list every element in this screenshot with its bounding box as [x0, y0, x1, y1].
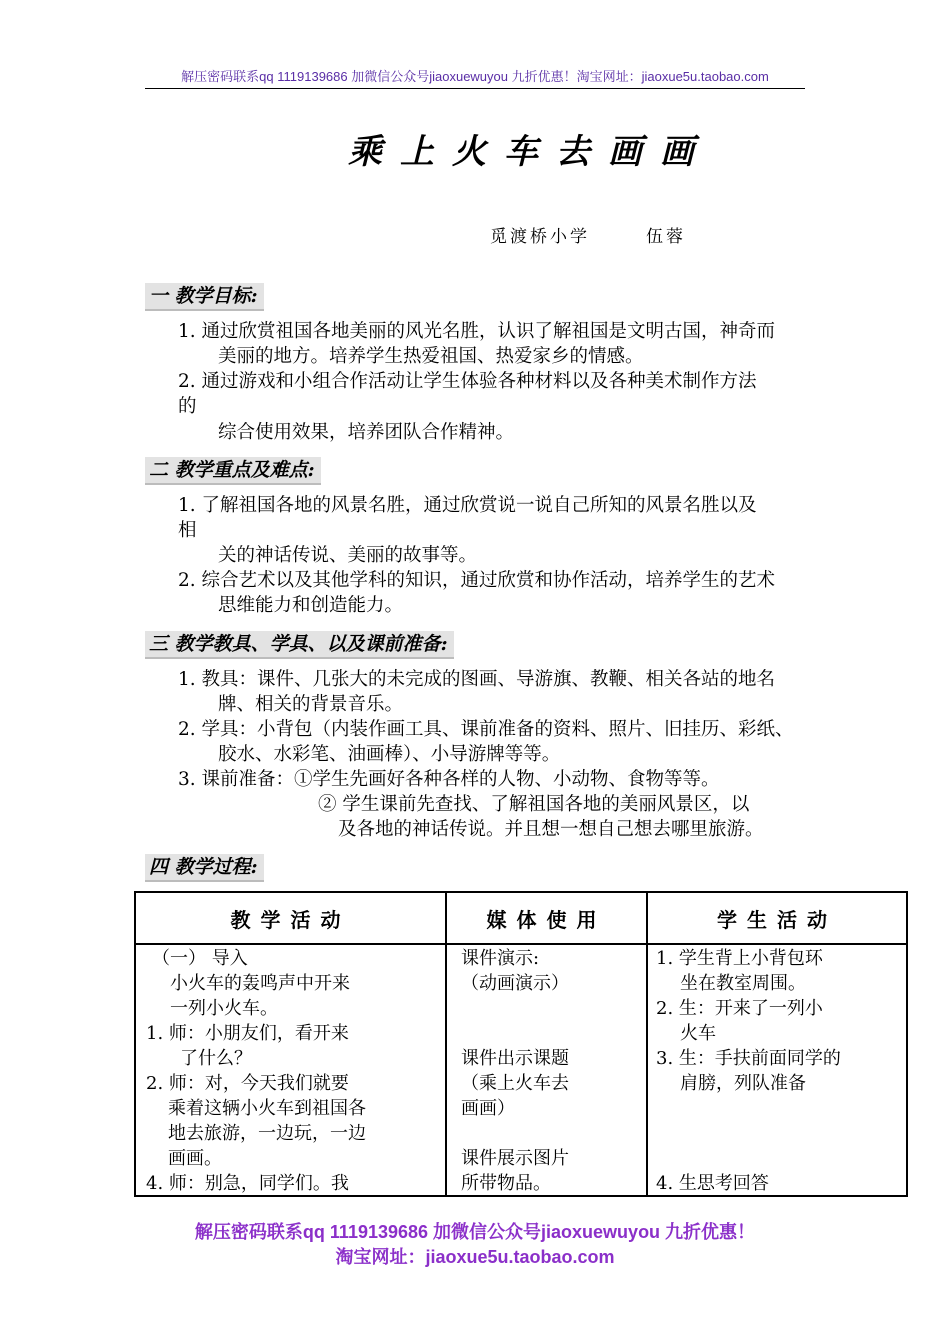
text-line: 胶水、水彩笔、油画棒）、小导游牌等等。 — [218, 744, 561, 765]
text-line: 关的神话传说、美丽的故事等。 — [218, 545, 478, 566]
cell-line: 所带物品。 — [461, 1173, 551, 1194]
cell-line: 课件出示课题 — [461, 1048, 569, 1069]
cell-line: 火车 — [680, 1023, 716, 1044]
text-line: 牌、相关的背景音乐。 — [218, 694, 404, 715]
text-line: 1. 通过欣赏祖国各地美丽的风光名胜，认识了解祖国是文明古国，神奇而 — [178, 321, 776, 342]
media-usage-cell — [446, 944, 647, 1196]
section-heading-process: 四 教学过程: — [145, 854, 264, 882]
watermark-header: 解压密码联系qq 1119139686 加微信公众号jiaoxuewuyou 九折优惠！淘宝网址：jiaoxue5u.taobao.com — [145, 66, 805, 89]
text-line: 1. 教具：课件、几张大的未完成的图画、导游旗、教鞭、相关各站的地名 — [178, 669, 776, 690]
cell-line: （乘上火车去 — [461, 1073, 569, 1094]
cell-line: 4. 生思考回答 — [656, 1173, 769, 1194]
column-header-student: 学生活动 — [647, 892, 907, 944]
cell-line: （动画演示） — [461, 973, 569, 994]
cell-line: 2. 师：对，今天我们就要 — [146, 1073, 349, 1094]
author-line — [490, 222, 686, 247]
text-line: 综合使用效果，培养团队合作精神。 — [218, 422, 515, 443]
column-header-media: 媒体使用 — [446, 892, 647, 944]
cell-line: 了什么？ — [180, 1048, 252, 1069]
text-line: 1. 了解祖国各地的风景名胜，通过欣赏说一说自己所知的风景名胜以及 — [178, 495, 757, 516]
cell-line: 1. 学生背上小背包环 — [656, 948, 823, 969]
text-line: 相 — [178, 520, 197, 541]
cell-line: 画画。 — [168, 1148, 222, 1169]
cell-line: 1. 师：小朋友们，看开来 — [146, 1023, 349, 1044]
student-activity-cell — [647, 944, 907, 1196]
cell-line: 3. 生：手扶前面同学的 — [656, 1048, 841, 1069]
cell-line: 4. 师：别急，同学们。我 — [146, 1173, 349, 1194]
text-line: 3. 课前准备：①学生先画好各种各样的人物、小动物、食物等等。 — [178, 769, 720, 790]
cell-line: 坐在教室周围。 — [680, 973, 806, 994]
text-line: 2. 通过游戏和小组合作活动让学生体验各种材料以及各种美术制作方法 — [178, 371, 757, 392]
cell-line: 地去旅游，一边玩，一边 — [168, 1123, 366, 1144]
section-heading-key-points: 二 教学重点及难点: — [145, 457, 321, 485]
text-line: 2. 综合艺术以及其他学科的知识，通过欣赏和协作活动，培养学生的艺术 — [178, 570, 776, 591]
text-line: 美丽的地方。培养学生热爱祖国、热爱家乡的情感。 — [218, 346, 644, 367]
column-header-teaching: 教学活动 — [135, 892, 446, 944]
teaching-activity-cell — [135, 944, 446, 1196]
text-line: 2. 学具：小背包（内装作画工具、课前准备的资料、照片、旧挂历、彩纸、 — [178, 719, 794, 740]
text-line: 思维能力和创造能力。 — [218, 595, 404, 616]
cell-line: 2. 生：开来了一列小 — [656, 998, 823, 1019]
cell-line: 乘着这辆小火车到祖国各 — [168, 1098, 366, 1119]
text-line: ② 学生课前先查找、了解祖国各地的美丽风景区，以 — [318, 794, 750, 815]
watermark-footer-line1: 解压密码联系qq 1119139686 加微信公众号jiaoxuewuyou 九折优惠！ — [194, 1222, 756, 1242]
cell-line: 一列小火车。 — [170, 998, 278, 1019]
cell-line: 肩膀，列队准备 — [680, 1073, 806, 1094]
school-name: 觅渡桥小学 — [490, 227, 590, 247]
watermark-footer-line2: 淘宝网址：jiaoxue5u.taobao.com — [335, 1247, 615, 1267]
section-heading-materials: 三 教学教具、学具、以及课前准备: — [145, 631, 454, 659]
cell-line: 画画） — [461, 1098, 515, 1119]
text-line: 及各地的神话传说。并且想一想自己想去哪里旅游。 — [338, 819, 764, 840]
text-line: 的 — [178, 396, 197, 417]
cell-line: 小火车的轰鸣声中开来 — [170, 973, 350, 994]
cell-line: （一） 导入 — [152, 948, 248, 969]
process-table — [134, 891, 908, 1197]
cell-line: 课件展示图片 — [461, 1148, 569, 1169]
page-title: 乘上火车去画画 — [348, 132, 712, 172]
cell-line: 课件演示: — [461, 948, 540, 969]
teacher-name: 伍蓉 — [646, 227, 686, 247]
section-heading-objectives: 一 教学目标: — [145, 283, 264, 311]
